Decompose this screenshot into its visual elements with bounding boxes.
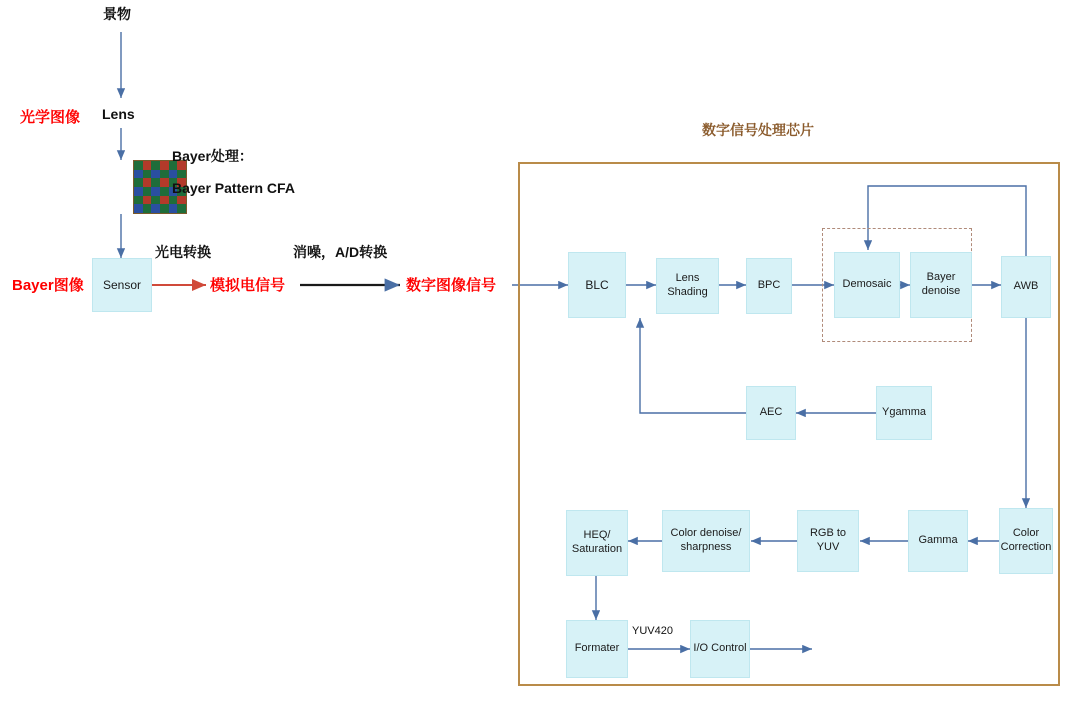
label-analog-signal: 模拟电信号 (210, 277, 286, 294)
node-heq-saturation[interactable] (566, 510, 628, 576)
node-rgb-to-yuv[interactable] (797, 510, 859, 572)
node-color-denoise-sharpness[interactable] (662, 510, 750, 572)
node-label: Sensor (102, 277, 142, 292)
node-label: BPC (757, 279, 781, 292)
node-label: I/O Control (693, 642, 747, 655)
label-bayer-pattern-cfa: Bayer Pattern CFA (172, 180, 295, 196)
label-bayer-process: Bayer处理： (172, 148, 253, 164)
node-label: Ygamma (881, 406, 927, 419)
node-io-control[interactable] (690, 620, 750, 678)
node-aec[interactable] (746, 386, 796, 440)
label-photoelectric-conversion: 光电转换 (155, 244, 211, 260)
label-bayer-image: Bayer图像 (12, 277, 84, 294)
label-yuv420: YUV420 (632, 625, 673, 637)
node-sensor[interactable] (92, 258, 152, 312)
label-lens: Lens (102, 106, 135, 122)
node-demosaic[interactable] (834, 252, 900, 318)
node-label: Color denoise/ sharpness (670, 527, 742, 553)
node-label: HEQ/ Saturation (571, 529, 623, 555)
node-label: RGB to YUV (809, 527, 847, 553)
node-gamma[interactable] (908, 510, 968, 572)
node-lens-shading[interactable] (656, 258, 719, 314)
node-label: AWB (1013, 280, 1039, 293)
node-blc[interactable] (568, 252, 626, 318)
node-label: Formater (574, 642, 620, 655)
label-dsp-chip-title: 数字信号处理芯片 (702, 122, 814, 138)
node-formater[interactable] (566, 620, 628, 678)
label-denoise-ad-conversion: 消噪，A/D转换 (293, 244, 388, 260)
node-bpc[interactable] (746, 258, 792, 314)
label-digital-image-signal: 数字图像信号 (406, 277, 497, 294)
node-label: Bayer denoise (921, 271, 961, 297)
node-label: AEC (759, 406, 783, 419)
node-color-correction[interactable] (999, 508, 1053, 574)
node-ygamma[interactable] (876, 386, 932, 440)
node-label: BLC (585, 277, 609, 292)
node-awb[interactable] (1001, 256, 1051, 318)
node-bayer-denoise[interactable] (910, 252, 972, 318)
node-label: Demosaic (842, 278, 892, 291)
node-label: Gamma (918, 534, 958, 547)
label-scene: 景物 (103, 6, 131, 22)
node-label: Lens Shading (667, 272, 708, 298)
node-label: Color Correction (1000, 527, 1052, 553)
label-optical-image: 光学图像 (20, 109, 81, 126)
